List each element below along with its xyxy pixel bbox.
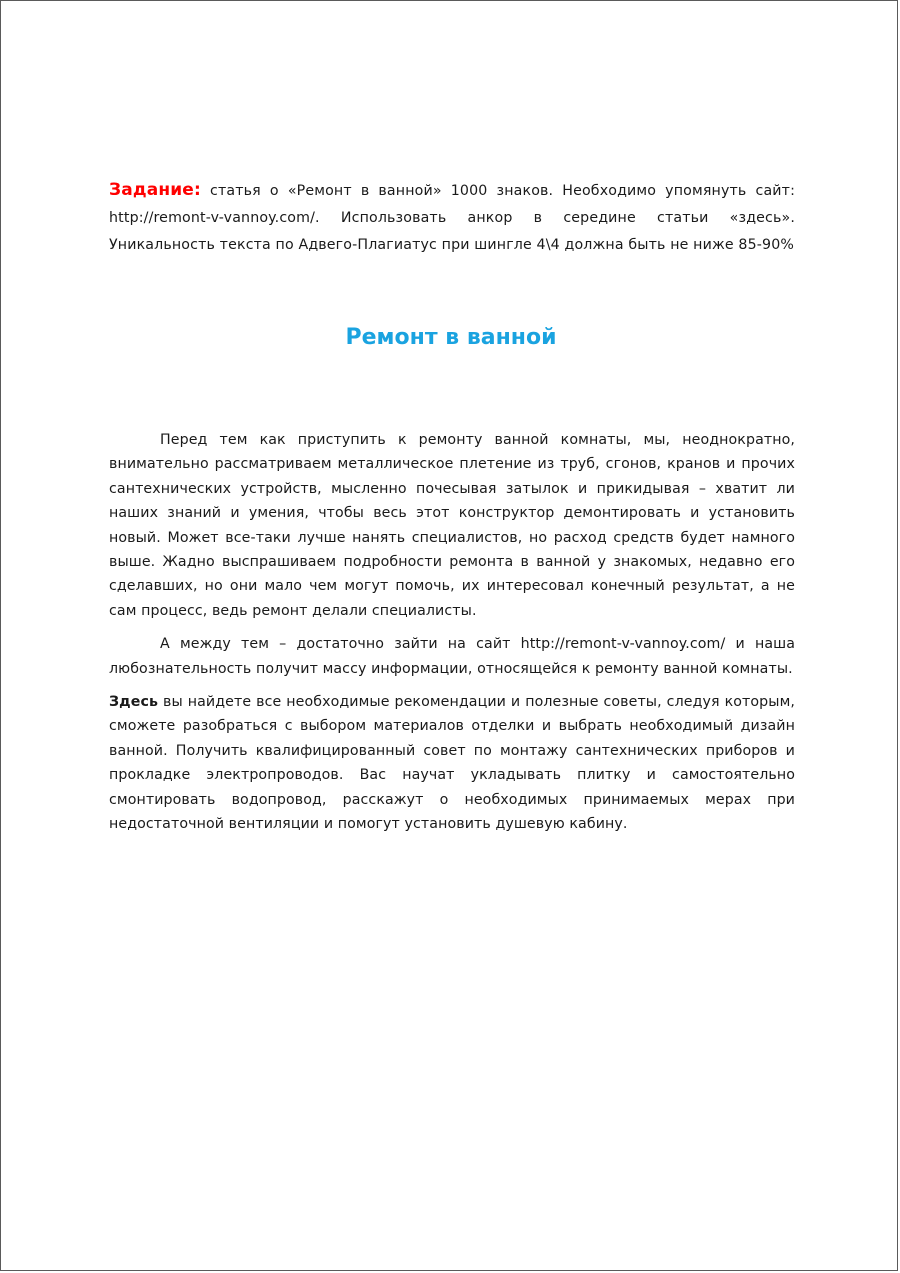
article-body <box>109 428 795 846</box>
article-paragraph-2: А между тем – достаточно зайти на сайт http://remont-v-vannoy.com/ и наша любознательность получит массу информации, относящейся к ремонту ванной комнаты. <box>109 636 795 677</box>
article-title: Ремонт в ванной <box>345 325 557 350</box>
article-paragraph-3-text: вы найдете все необходимые рекомендации и полезные советы, следуя которым, сможете разобраться с выбором материалов отделки и выбрать необходимый дизайн ванной. Получить квалифицированный совет по монтажу сантехнических приборов и прокладке электропроводов. Вас научат укладывать плитку и самостоятельно смонтировать водопровод, расскажут о необходимых принимаемых мерах при недостаточной вентиляции и помогут установить душевую кабину. <box>109 694 795 833</box>
anchor-link[interactable]: Здесь <box>109 694 159 711</box>
task-label: Задание: <box>109 180 201 200</box>
task-text: статья о «Ремонт в ванной» 1000 знаков. Необходимо упомянуть сайт: http://remont-v-vannoy.com/. Использовать анкор в середине статьи «здесь». Уникальность текста по Адвего-Плагиатус при шингле 4\4 должна быть не ниже 85-90% <box>109 183 795 253</box>
article-paragraph-1: Перед тем как приступить к ремонту ванной комнаты, мы, неоднократно, внимательно рассматриваем металлическое плетение из труб, сгонов, кранов и прочих сантехнических устройств, мысленно почесывая затылок и прикидывая – хватит ли наших знаний и умения, чтобы весь этот конструктор демонтировать и установить новый. Может все-таки лучше нанять специалистов, но расход средств будет намного выше. Жадно выспрашиваем подробности ремонта в ванной у знакомых, недавно его сделавших, но они мало чем могут помочь, их интересовал конечный результат, а не сам процесс, ведь ремонт делали специалисты. <box>109 432 795 619</box>
task-block <box>109 177 795 259</box>
article-paragraph-3 <box>109 690 795 836</box>
